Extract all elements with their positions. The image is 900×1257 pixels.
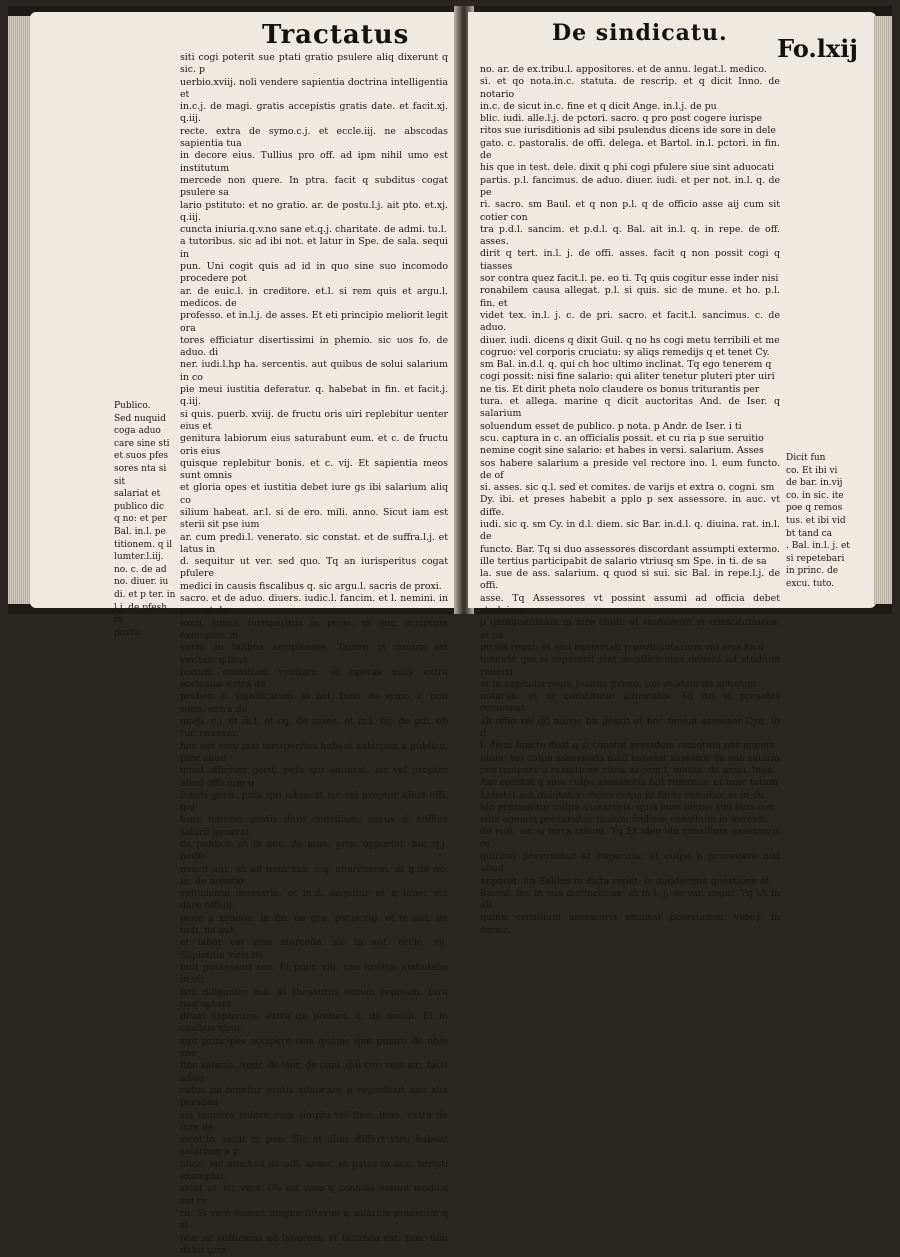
right-running-head: De sindicatu. (552, 20, 728, 46)
right-page-edges (874, 16, 892, 604)
left-page-edges (8, 16, 32, 604)
left-main-column: siti cogi poterit sue ptati gratio psulere aliq dixerunt q sic. p uerbio.xviij. noli vendere sapientia doctrina intelligentia et in.c.j. de magi. gratis accepistis gratis date. et facit.xj. q.iij. recte. extra de symo.c.j. et eccle.iij. ne abscodas sapientia tua in decore eius. Tullius pro off. ad ipm nihil umo est institutum mercede non quere. In ptra. facit q subditus cogat psulere sa lario pstituto: et no gratio. ar. de postu.l.j. ait pto. et.xj. q.iij. cuncta iniuria.q.v.no sane et.q.j. charitate. de admi. tu.l. a tutoribus. sic ad ibi not. et latur in Spe. de sala. sequi in pun. Uni cogit quis ad id in quo sine suo incomodo procedere pot ar. de euic.l. in creditore. et.l. si rem quis et argu.l. medicos. de professo. et in.l.j. de asses. Et eti principio meliorit legit ora tores efficiatur disertissimi in phemio. sic uos fo. de aduo. di ner. iudi.l.hp ha. sercentis. aut quibus de solui salarium in co pie meui iustitia deferatur. q. habebat in fin. et facit.j. q.iij. si quis. puerb. xviij. de fructu oris uiri replebitur uenter eius et genitura labiorum eius saturabunt eum. et c. de fructu oris eius quisque replebitur bonis. et c. vij. Et sapientia meos sunt omnis et gloria opes et iustitia debet iure gs ibi salarium aliq co silium habeat. ar.l. si de ero. mili. anno. Sicut iam est sterii sit pse ium ar. cum predi.l. venerato. sic constat. et de suffra.l.j. et latus in d. sequitur ut ver. sed quo. Tq an iurisperitus cogat pfulere medici in causis fiscalibus q. sic argu.l. sacris de proxi. sacro. et de aduo. diuers. iudic.l. fancim. et l. nemini. in pun. et de excu. tuto.l. iurisperitus in princ. in auc. scriptum exemplar. in versi. in talibus accipientes. Tamen in contra est veritas: q licet iustum consilium vendere: et operas suas extra ecclesiae extra de preben. c. significatum. et not. Inno. de symo. c. non satis. extra de magi. c.j. et in.l. et cq. de asses. et in.l. iiij. de pdi. ob tur. causam. hoc est vero nisi iurisperitus habeat salarium a publico, pter aliud quod officium gerit: puta qui aduocat. sic vel propter aliud officium q functi gerit: puta qui aduocat sic vel propter aliud offi: qui tunc tenetur gratis dare consilium: secus si nullius salarii generat de publico. et in auc. de man. prin. opportet. hoc q.j. hodie noscit auc. et ad nota xxx. c.q. charitatem. et q.ibi no. in. de notario sufficiente inuetaria. et in.d. sequitur et q labor est dare offiuij. bene a xenone. in fin. de gra. psciscrip. et in aut. de iudi. ne aut. et labor est sine mercede. sic in aut. eccle. vij. Sapientia viris tri buit possessori suo. Et puer. viij. uno iustitie ambulabo in vii ism diligentes me. et thesauros eorum repleam. tura naq optant ditari sapientes. extra de preben. c. de multa. Et in casibus qbus sipt principes accipere rem quauis ipm puiare de ubio sno fine salario. Andr. de iser. de capi. qui cur. vem sic. facit aduo catus no tenetur gratis aduocare p regesficut nec alia persona sia munera subire cum simplu vel fine. Inno. extra de iure da sicut.lo. sicut in pun. Sic et alias differt vtru habeat salarium a p blico. vel non.l.sil de offi. asses. et pater in auc. scripti exemplar. sicut et. sic vers. Ob est vero q consilia essent modica vel ra ra. Si vero essent magne litterae q salarius publicum q si non sit sufficiens ad laborem: et facunda est: tunc non dabit gris (180, 52, 448, 1256)
right-page (468, 12, 876, 936)
open-book (8, 6, 892, 1256)
left-page (30, 12, 460, 1256)
right-main-column: no. ar. de ex.tribu.l. appositores. et de annu. legat.l. medico. si. et qo nota.in.c. statuta. de rescrip. et q dicit Inno. de notario in.c. de sicut in.c. fine et q dicit Ange. in.l.j. de pu blic. iudi. alle.l.j. de pctori. sacro. q pro post cogere iurispe ritos sue iurisditionis ad sibi psulendus dicens ide sore in dele gato. c. pastoralis. de offi. delega. et Bartol. in.l. pctori. in fin. de his que in test. dele. dixit q phi cogi pfulere siue sint aduocati partis. p.l. fancimus. de aduo. diuer. iudi. et per not. in.l. q. de pe ri. sacro. sm Baul. et q non p.l. q de officio asse aij cum sit cotier con tra p.d.l. sancim. et p.d.l. q. Bal. ait in.l. q. in repe. de off. asses. dirit q tert. in.l. j. de offi. asses. facit q non possit cogi q tiasses sor contra quez facit.l. pe. eo ti. Tq quis cogitur esse inder nisi ronabilem causa allegat. p.l. si quis. sic de mune. et ho. p.l. fin. et videt tex. in.l. j. c. de pri. sacro. et facit.l. sancimus. c. de aduo. diuer. iudi. dicens q dixit Guil. q no hs cogi metu terribili et me cogruo: vel corporis cruciatu: sy aliqs remedijs q et tenet Cy. sm Bal. in.d.l. q. qui ch hoc ultimo inclinat. Tq ego tenerem q cogi possit: nisi fine salario: qui aliter tenetur pluteri pter uiri ne tis. Et dirit pheta nolo claudere os bonus triturantis per tura. et allega. marine q dicit auctoritas And. de Iser. q salarium soluendum esset de publico. p nota. p Andr. de Iser. i ti scu. captura in c. an officialis possit. et cu ria p sue seruitio nemine cogit sine salario: et habes in versi. salarium. Asses sos habere salarium a preside vel rectore ino. l. eum functo. de of si. asses. sic q.l. sed et comites. de varijs et extra o. cogni. sm Dy. ibi. et preses habebit a pplo p sex assessore. in auc. vt diffe. iudi. sic q. sm Cy. in d.l. diem. sic Bar. in.d.l. q. diuina. rat. in.l. de functo. Bar. Tq si duo assessores discordant assumpti extermo. ille tertius participabit de salario vtriusq sm Spe. in ti. de sa la. sue de ass. salarium. q quod si sui. sic Bal. in repe.l.j. de offi. asse. Tq Assessores vt possint assumi ad officia debet studuisse p quinquennium in iure ciuili: et studuerint et constitutiones: et ca pitula regni: et sint examinati p protonotarium vel eius locu tenente qui si repererit sint insufficientes debent ad studium reuerti et in capitulis regie Joanne primo: ubi et idem de actorum notarijs. et in constitutio adnocatis. Tq An si presides removeat ab offio vel qd minus bn gessit et hoc teneat assessor Cyn. in d. l. diem functo dixit q si constat presidem remotum per imperi nium: vel culpa assessoris nihil habebit assessor de suo salario pro tempore a remotione citra. argum.l. menia. de annu. lega. Aut constat q sine culpa assessoris fuit remotus: et tunc totum habebit aut dubitatur: cuius culpa fit facta remotio: et in du bio presumitur culpa assessoris: quia eum omnis sim eius con silio agenda presumitur malum dedisse consilium in aurenti. de iudi. sic si terra colum. Tq Et ideo vbi consilium assessoris re quiritur presumitur et imperitia: et culpa p procedere nisi aliud apparet: ita Baldus in dicta repet. in duodecima questione et Bartol. ibi. in sua distinctione. et in.l. j. de var. cogni. Tq Ut in ali quinn consilium assessoris excusat potestatem. vide.j. in versic. (480, 64, 780, 936)
left-margin-note: Publico. Sed nuquid coga aduo care sine sti et suos pfes sores nta si sit salariat et publico dic q no: et per Bal. in.l. pe titionem. q il lumter.l.iij. no. c. de ad no. diuer. iu di. et p ter. in l.j. de pfesh. in postu. (114, 401, 176, 638)
right-margin-note: Dicit fun co. Et ibi vi de bar. in.vij co. in sic. ite poe q remos tus. et ibi vid bt tand ca . Bal. in.l. j. et si repetebari in princ. de excu. tuto. (786, 453, 850, 589)
left-running-head: Tractatus (262, 20, 410, 50)
folio-number: Fo.lxij (777, 34, 858, 63)
